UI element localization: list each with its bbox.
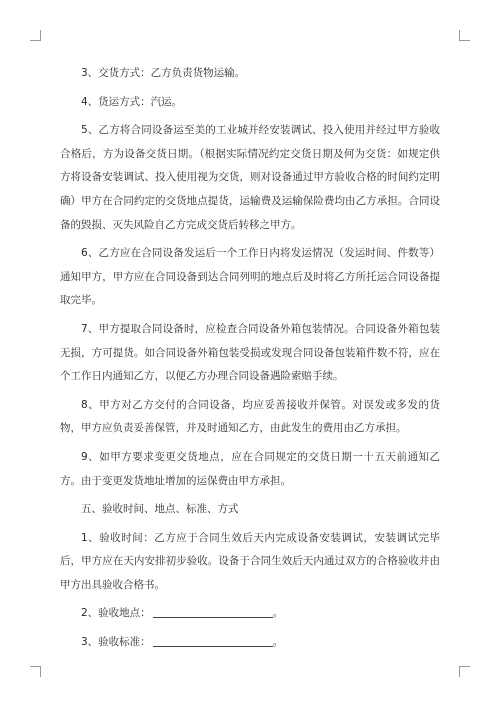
clause-package-inspection: 7、甲方提取合同设备时，应检查合同设备外箱包装情况。合同设备外箱包装无损，方可提货。如合同设备外箱包装受损或发现合同设备包装箱件数不符，应在个工作日内通知乙方，以便乙方办理合同设备遇险索赔手续。	[60, 322, 440, 383]
field-label: 2、验收地点：	[81, 607, 151, 620]
crop-mark-top-right	[459, 30, 470, 41]
field-suffix: 。	[272, 636, 284, 649]
clause-delivery-method: 3、交货方式：乙方负责货物运输。	[81, 67, 246, 79]
section-heading-acceptance: 五、验收时间、地点、标准、方式	[81, 503, 239, 516]
clause-receipt-storage: 8、甲方对乙方交付的合同设备，均应妥善接收并保管。对误发或多发的货物，甲方应负责妥善保管，并及时通知乙方，由此发生的费用由乙方承担。	[60, 398, 440, 435]
crop-mark-top-left	[30, 30, 41, 41]
clause-change-location: 9、如甲方要求变更交货地点，应在合同规定的交货日期一十五天前通知乙方。由于变更发货地址增加的运保费由甲方承担。	[60, 450, 440, 487]
clause-acceptance-time: 1、验收时间：乙方应于合同生效后天内完成设备安装调试，安装调试完毕后，甲方应在天内安排初步验收。设备于合同生效后天内通过双方的合格验收并由甲方出具验收合格书。	[60, 531, 440, 591]
crop-mark-bottom-left	[30, 666, 41, 677]
field-acceptance-standard	[60, 631, 440, 655]
blank-line	[153, 634, 273, 647]
document-body	[60, 62, 440, 660]
crop-mark-bottom-right	[459, 666, 470, 677]
blank-line	[153, 605, 273, 618]
field-suffix: 。	[272, 607, 284, 620]
clause-delivery-date: 5、乙方将合同设备运至美的工业城并经安装调试、投入使用并经过甲方验收合格后，方为设备交货日期。（根据实际情况约定交货日期及何为交货：如规定供方将设备安装调试、投入使用视为交货，则对设备通过甲方验收合格的时间约定明确）甲方在合同约定的交货地点提货，运输费及运输保险费均由乙方承担。合同设备的毁损、灭失风险自乙方完成交货后转移之甲方。	[60, 124, 440, 231]
clause-transport-mode: 4、货运方式：汽运。	[81, 95, 183, 108]
field-acceptance-location	[60, 602, 440, 626]
clause-shipping-notice: 6、乙方应在合同设备发运后一个工作日内将发运情况（发运时间、件数等）通知甲方，甲方应在合同设备到达合同列明的地点后及时将乙方所托运合同设备提取完毕。	[60, 247, 440, 307]
field-label: 3、验收标准：	[81, 636, 151, 649]
